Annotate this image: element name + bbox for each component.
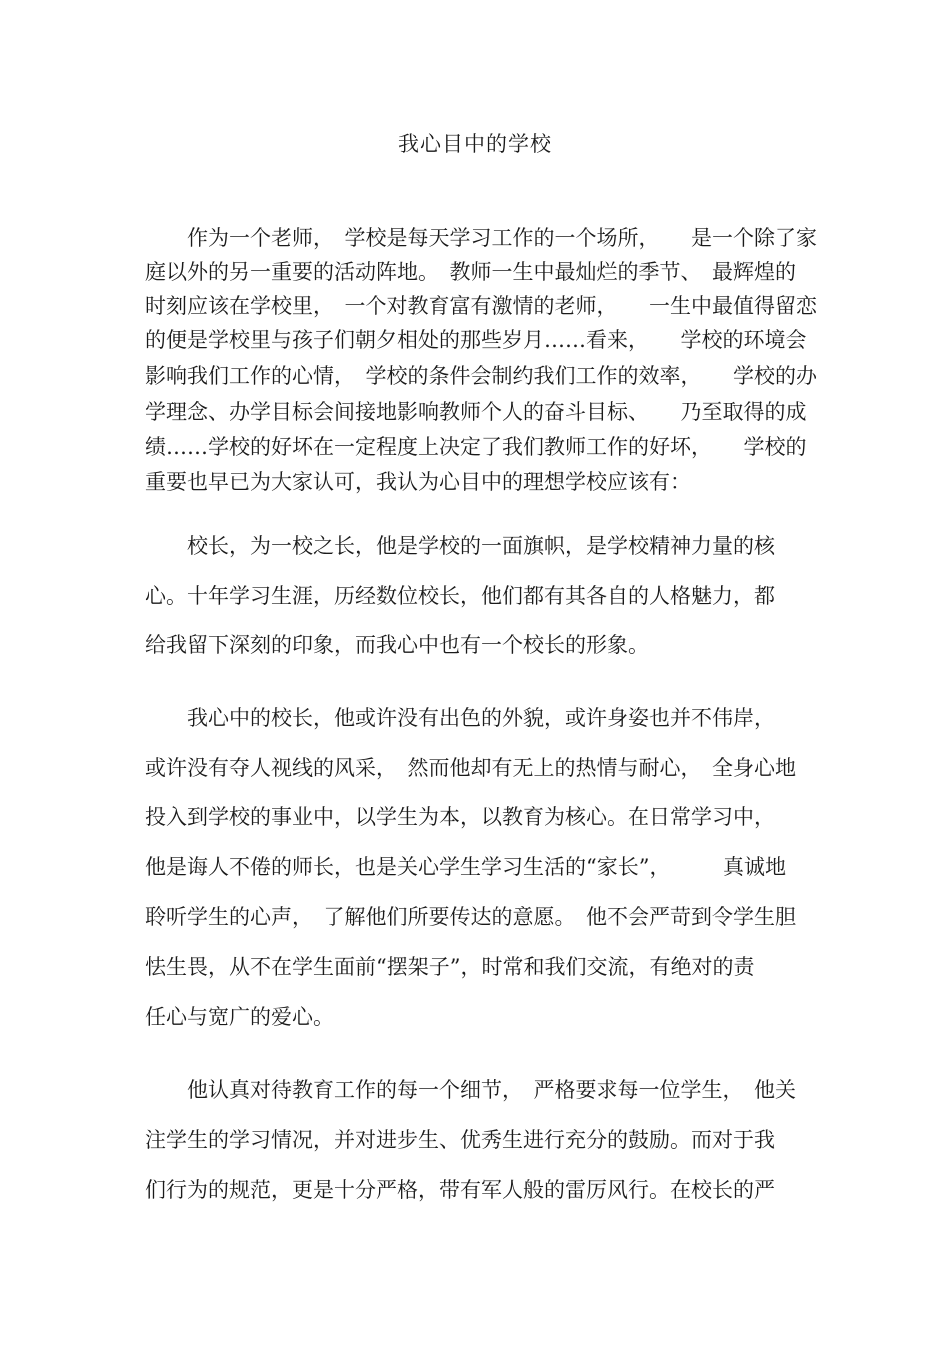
paragraph-3-line-6: 怯生畏，从不在学生面前“摆架子”，时常和我们交流，有绝对的责	[145, 955, 755, 979]
paragraph-3-line-1: 我心中的校长，他或许没有出色的外貌，或许身姿也并不伟岸，	[145, 706, 775, 730]
paragraph-3-line-3: 投入到学校的事业中，以学生为本，以教育为核心。在日常学习中，	[145, 805, 775, 829]
paragraph-1-line-1: 作为一个老师， 学校是每天学习工作的一个场所， 是一个除了家	[145, 226, 817, 250]
paragraph-1-line-5: 影响我们工作的心情， 学校的条件会制约我们工作的效率， 学校的办	[145, 364, 817, 388]
paragraph-1-line-3: 时刻应该在学校里， 一个对教育富有激情的老师， 一生中最值得留恋	[145, 294, 817, 318]
paragraph-3-line-2: 或许没有夺人视线的风采， 然而他却有无上的热情与耐心， 全身心地	[145, 756, 796, 780]
paragraph-3-line-5: 聆听学生的心声， 了解他们所要传达的意愿。 他不会严苛到令学生胆	[145, 905, 796, 929]
paragraph-1-line-7: 绩……学校的好坏在一定程度上决定了我们教师工作的好坏， 学校的	[145, 435, 807, 459]
document-title: 我心目中的学校	[398, 132, 552, 156]
paragraph-2-line-1: 校长，为一校之长，他是学校的一面旗帜，是学校精神力量的核	[145, 534, 775, 558]
paragraph-3-line-4: 他是诲人不倦的师长，也是关心学生学习生活的“家长”， 真诚地	[145, 855, 786, 879]
paragraph-2-line-2: 心。十年学习生涯，历经数位校长，他们都有其各自的人格魅力，都	[145, 584, 775, 608]
paragraph-4-line-3: 们行为的规范，更是十分严格，带有军人般的雷厉风行。在校长的严	[145, 1178, 775, 1202]
paragraph-1-line-6: 学理念、办学目标会间接地影响教师个人的奋斗目标、 乃至取得的成	[145, 400, 807, 424]
paragraph-2-line-3: 给我留下深刻的印象，而我心中也有一个校长的形象。	[145, 633, 649, 657]
paragraph-1-line-4: 的便是学校里与孩子们朝夕相处的那些岁月……看来， 学校的环境会	[145, 328, 807, 352]
paragraph-4-line-2: 注学生的学习情况，并对进步生、优秀生进行充分的鼓励。而对于我	[145, 1128, 775, 1152]
paragraph-3-line-7: 任心与宽广的爱心。	[145, 1005, 334, 1029]
paragraph-4-line-1: 他认真对待教育工作的每一个细节， 严格要求每一位学生， 他关	[145, 1078, 796, 1102]
paragraph-1-line-8: 重要也早已为大家认可，我认为心目中的理想学校应该有：	[145, 470, 691, 494]
paragraph-1-line-2: 庭以外的另一重要的活动阵地。 教师一生中最灿烂的季节、 最辉煌的	[145, 260, 796, 284]
